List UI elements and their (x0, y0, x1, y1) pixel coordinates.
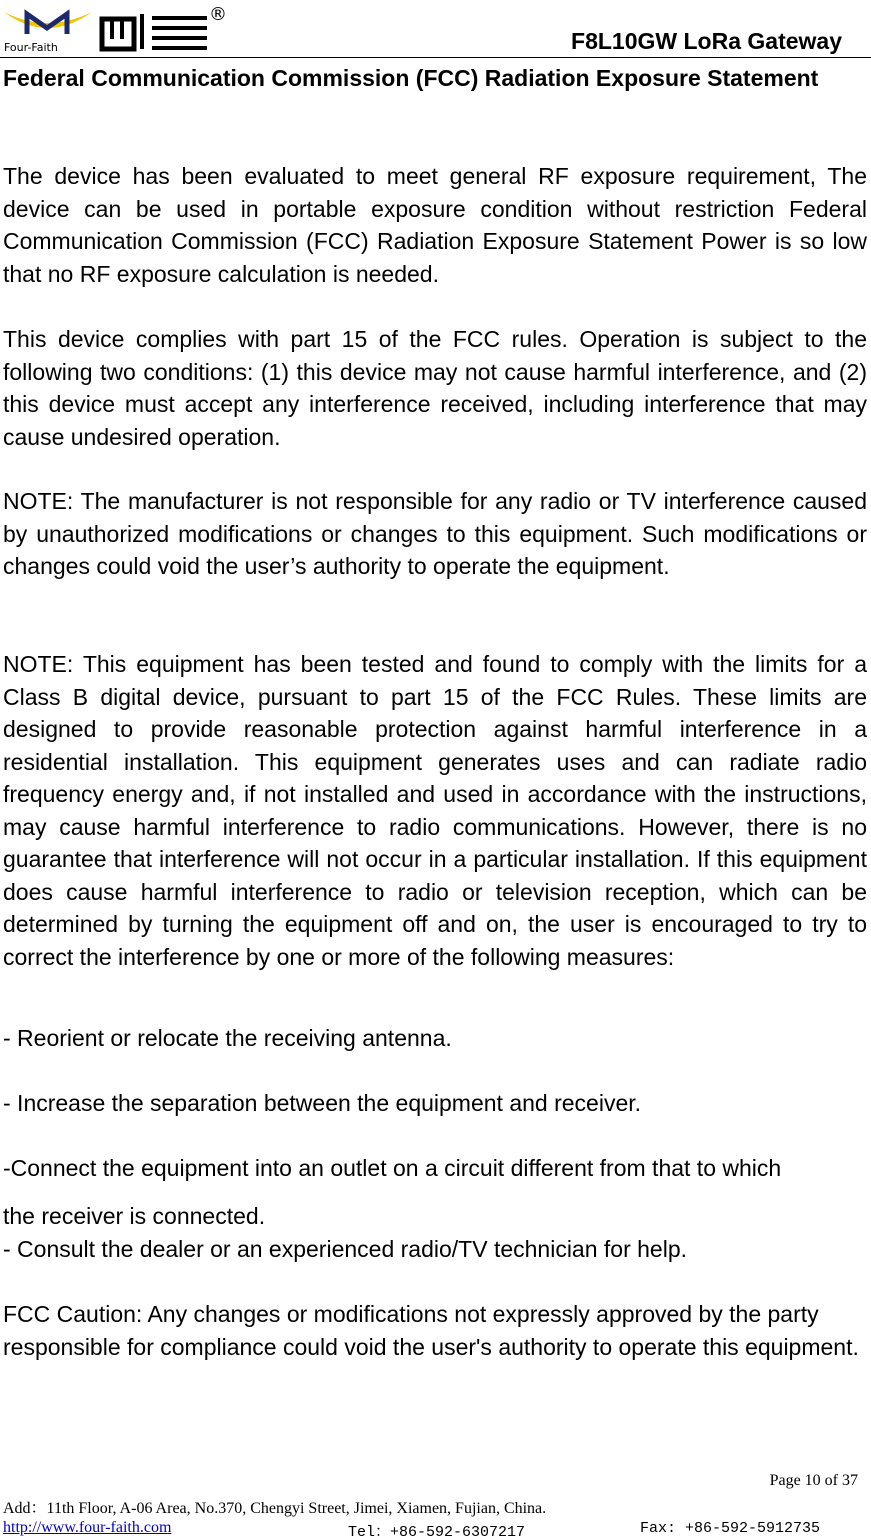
four-faith-logo (2, 4, 242, 54)
paragraph-note-class-b: NOTE: This equipment has been tested and found to comply with the limits for a Class B digital device, pursuant to part 15 of the FCC Rules. These limits are designed to provide reasonable protection against harmful interference in a residential installation. This equipment generates uses and can radiate radio frequency energy and, if not installed and used in accordance with the instructions, may cause harmful interference to radio communications. However, there is no guarantee that interference will not occur in a particular installation. If this equipment does cause harmful interference to radio or television reception, which can be determined by turning the equipment off and on, the user is encouraged to try to correct the interference by one or more of the following measures: (3, 651, 867, 970)
paragraph-fcc-caution: FCC Caution: Any changes or modifications not expressly approved by the party responsible for compliance could void the user's authority to operate this equipment. (3, 1301, 859, 1360)
measure-item: the receiver is connected. (3, 1203, 266, 1229)
section-heading: Federal Communication Commission (FCC) Radiation Exposure Statement (3, 65, 819, 91)
logo-text: Four-Faith (4, 41, 58, 54)
measure-item: - Reorient or relocate the receiving antenna. (3, 1025, 452, 1051)
paragraph-rf-exposure: The device has been evaluated to meet general RF exposure requirement, The device can be used in portable exposure condition without restriction Federal Communication Commission (FCC) Radiation Exposure Statement Power is so low that no RF exposure calculation is needed. (3, 163, 867, 287)
measure-item: - Consult the dealer or an experienced radio/TV technician for help. (3, 1236, 688, 1262)
footer-tel: Tel：+86-592-6307217 (348, 1524, 526, 1539)
footer-website-link[interactable]: http://www.four-faith.com (3, 1519, 172, 1536)
measure-item: - Increase the separation between the equipment and receiver. (3, 1090, 642, 1116)
footer-address: Add：11th Floor, A-06 Area, No.370, Chengyi Street, Jimei, Xiamen, Fujian, China. (3, 1500, 547, 1517)
header-divider (0, 57, 871, 58)
footer-fax: Fax: +86-592-5912735 (640, 1520, 821, 1537)
header-title: F8L10GW LoRa Gateway (571, 28, 842, 54)
measure-item: -Connect the equipment into an outlet on a circuit different from that to which (3, 1155, 782, 1181)
page-number: Page 10 of 37 (769, 1472, 858, 1489)
registered-mark: ® (209, 4, 227, 25)
paragraph-note-modifications: NOTE: The manufacturer is not responsible for any radio or TV interference caused by unauthorized modifications or changes to this equipment. Such modifications or changes could void the user’s authority to operate the equipment. (3, 488, 867, 579)
paragraph-part15: This device complies with part 15 of the FCC rules. Operation is subject to the following two conditions: (1) this device may not cause harmful interference, and (2) this device must accept any interference received, including interference that may cause undesired operation. (3, 326, 867, 450)
